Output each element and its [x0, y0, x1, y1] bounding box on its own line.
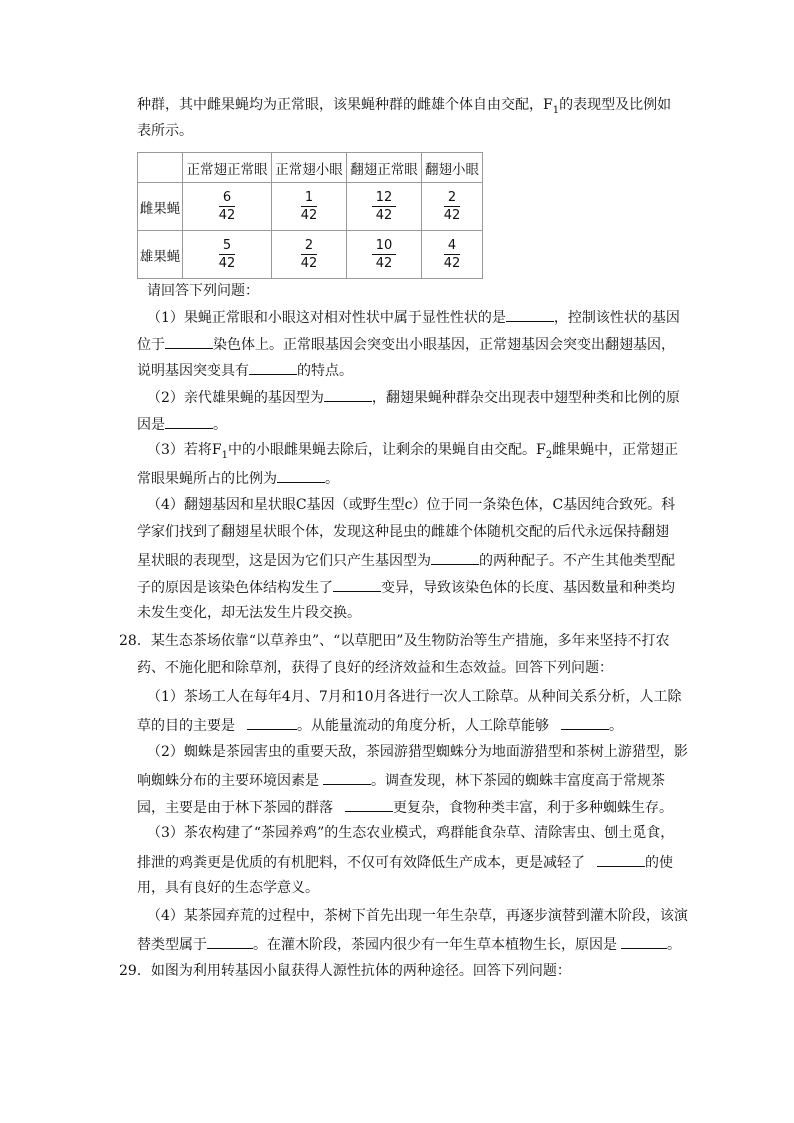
denominator: 42	[375, 208, 393, 223]
question-text: 。	[325, 471, 339, 487]
question-text: 位于	[137, 337, 165, 353]
answer-blank[interactable]	[249, 358, 297, 375]
table-header-cell: 正常翅小眼	[272, 153, 347, 183]
q27-part1-line1	[147, 305, 680, 327]
question-text: 。在灌木阶段，茶园内很少有一年生草本植物生长，原因是	[253, 937, 617, 953]
intro-line-1	[137, 94, 671, 116]
denominator: 42	[218, 256, 236, 271]
fraction	[372, 189, 397, 224]
numerator: 2	[444, 189, 461, 207]
table-header-row	[138, 153, 483, 183]
q27-part2-line2	[137, 412, 227, 434]
table-header-cell	[138, 153, 183, 183]
q27-part1-line2	[137, 332, 675, 354]
numerator: 12	[372, 189, 397, 207]
q28-line1: 28．某生态茶场依靠“以草养虫”、“以草肥田”及生物防治等生产措施，多年来坚持不打农	[119, 633, 670, 649]
numerator: 6	[219, 189, 236, 207]
q27-part3-line1	[147, 439, 678, 461]
intro-text: 种群，其中雌果蝇均为正常眼，该果蝇种群的雌雄个体自由交配，F	[137, 97, 553, 113]
answer-blank[interactable]	[333, 575, 381, 592]
numerator: 10	[372, 237, 397, 255]
numerator: 2	[301, 237, 318, 255]
q28-part4-line1: （4）某茶园弃荒的过程中，茶树下首先出现一年生杂草，再逐步演替到灌木阶段，该演	[147, 908, 688, 924]
fraction	[444, 189, 461, 224]
question-text: 园，主要是由于林下茶园的群落	[137, 800, 333, 816]
answer-blank[interactable]	[324, 385, 372, 402]
question-text: 更复杂，食物种类丰富，利于多种蜘蛛生存。	[393, 800, 673, 816]
intro-text: 的表现型及比例如	[559, 97, 672, 113]
table-row	[138, 183, 483, 231]
table-cell	[422, 183, 483, 231]
table-cell	[422, 231, 483, 279]
question-text: 。调查发现，林下茶园的蜘蛛丰富度高于常规茶	[371, 773, 665, 789]
q28-part2-line3	[137, 795, 673, 817]
numerator: 4	[444, 237, 461, 255]
question-text: 的使	[645, 855, 673, 871]
table-row	[138, 231, 483, 279]
q28-part3-line2	[137, 850, 673, 872]
prompt-line: 请回答下列问题：	[147, 283, 259, 299]
denominator: 42	[443, 256, 461, 271]
q28-part1-line2	[137, 713, 623, 735]
answer-blank[interactable]	[165, 412, 213, 429]
denominator: 42	[300, 256, 318, 271]
denominator: 42	[375, 256, 393, 271]
q27-part4-line1: （4）翻翅基因和星状眼C基因（或野生型c）位于同一条染色体，C基因纯合致死。科	[147, 497, 676, 513]
question-text: 子的原因是该染色体结构发生了	[137, 580, 333, 596]
q27-part1-line3	[137, 358, 353, 380]
question-text: 常眼果蝇所占的比例为	[137, 471, 277, 487]
question-text: （1）果蝇正常眼和小眼这对相对性状中属于显性性状的是	[147, 310, 506, 326]
answer-blank[interactable]	[277, 466, 325, 483]
q27-part4-line2: 学家们找到了翻翅星状眼个体，发现这种昆虫的雌雄个体随机交配的后代永远保持翻翅	[137, 524, 669, 540]
question-text: （2）亲代雄果蝇的基因型为	[147, 390, 324, 406]
phenotype-table	[137, 152, 483, 279]
fraction	[301, 189, 318, 224]
answer-blank[interactable]	[345, 795, 393, 812]
table-header-cell: 翻翅正常眼	[347, 153, 422, 183]
question-text: （3）若将F	[147, 442, 222, 458]
denominator: 42	[443, 208, 461, 223]
q29-line1: 29．如图为利用转基因小鼠获得人源性抗体的两种途径。回答下列问题：	[119, 963, 571, 979]
answer-blank[interactable]	[165, 332, 213, 349]
table-header-cell: 正常翅正常眼	[183, 153, 272, 183]
subscript: 1	[221, 449, 228, 461]
numerator: 1	[301, 189, 318, 207]
row-label: 雄果蝇	[138, 231, 183, 279]
question-text: ，控制该性状的基因	[553, 310, 680, 326]
question-text: 的特点。	[297, 363, 353, 379]
question-text: 替类型属于	[137, 937, 207, 953]
answer-blank[interactable]	[561, 713, 609, 730]
answer-blank[interactable]	[506, 305, 554, 322]
question-text: 星状眼的表现型，这是因为它们只产生基因型为	[137, 553, 431, 569]
question-text: 染色体上。正常眼基因会突变出小眼基因，正常翅基因会突变出翻翅基因，	[213, 337, 675, 353]
question-text: 因是	[137, 417, 165, 433]
question-text: 排泄的鸡粪更是优质的有机肥料，不仅可有效降低生产成本，更是减轻了	[137, 855, 585, 871]
row-label: 雌果蝇	[138, 183, 183, 231]
table-cell	[272, 183, 347, 231]
q28-line2: 药、不施化肥和除草剂，获得了良好的经济效益和生态效益。回答下列问题：	[137, 660, 613, 676]
q28-part3-line3: 用，具有良好的生态学意义。	[137, 880, 319, 896]
fraction	[219, 237, 236, 272]
numerator: 5	[219, 237, 236, 255]
question-text: 变异，导致该染色体的长度、基因数量和种类均	[381, 580, 675, 596]
answer-blank[interactable]	[207, 932, 253, 949]
question-text: 响蜘蛛分布的主要环境因素是	[137, 773, 319, 789]
q27-part4-line3	[137, 548, 675, 570]
question-text: 。	[609, 718, 623, 734]
table-cell	[347, 183, 422, 231]
table-cell	[183, 231, 272, 279]
question-text: 。	[667, 937, 681, 953]
question-text: 。从能量流动的角度分析，人工除草能够	[297, 718, 549, 734]
fraction	[301, 237, 318, 272]
q28-part3-line1: （3）茶农构建了“茶园养鸡”的生态农业模式，鸡群能食杂草、清除害虫、刨土觅食，	[147, 825, 675, 841]
table-cell	[347, 231, 422, 279]
answer-blank[interactable]	[597, 850, 645, 867]
subscript: 1	[552, 104, 560, 116]
subscript: 2	[545, 449, 553, 461]
question-text: 说明基因突变具有	[137, 363, 249, 379]
q27-part4-line5: 未发生变化，却无法发生片段交换。	[137, 605, 361, 621]
fraction	[372, 237, 397, 272]
q27-part2-line1	[147, 385, 680, 407]
answer-blank[interactable]	[621, 932, 667, 949]
q28-part4-line2	[137, 932, 681, 954]
q27-part3-line2	[137, 466, 339, 488]
question-text: 。	[213, 417, 227, 433]
q28-part1-line1: （1）茶场工人在每年4月、7月和10月各进行一次人工除草。从种间关系分析，人工除	[147, 689, 682, 705]
intro-line-2: 表所示。	[137, 123, 193, 139]
q28-part2-line2	[137, 768, 665, 790]
question-text: 雌果蝇中，正常翅正	[552, 442, 679, 458]
fraction	[219, 189, 236, 224]
question-text: 的两种配子。不产生其他类型配	[479, 553, 675, 569]
answer-blank[interactable]	[431, 548, 479, 565]
fraction	[444, 237, 461, 272]
answer-blank[interactable]	[247, 713, 297, 730]
table-header-cell: 翻翅小眼	[422, 153, 483, 183]
q28-part2-line1: （2）蜘蛛是茶园害虫的重要天敌，茶园游猎型蜘蛛分为地面游猎型和茶树上游猎型，影	[147, 744, 688, 760]
question-text: 中的小眼雌果蝇去除后，让剩余的果蝇自由交配。F	[228, 442, 546, 458]
q27-part4-line4	[137, 575, 675, 597]
answer-blank[interactable]	[323, 768, 371, 785]
question-text: ，翻翅果蝇种群杂交出现表中翅型种类和比例的原	[371, 390, 680, 406]
table-cell	[183, 183, 272, 231]
denominator: 42	[218, 208, 236, 223]
denominator: 42	[300, 208, 318, 223]
table-cell	[272, 231, 347, 279]
question-text: 草的目的主要是	[137, 718, 235, 734]
